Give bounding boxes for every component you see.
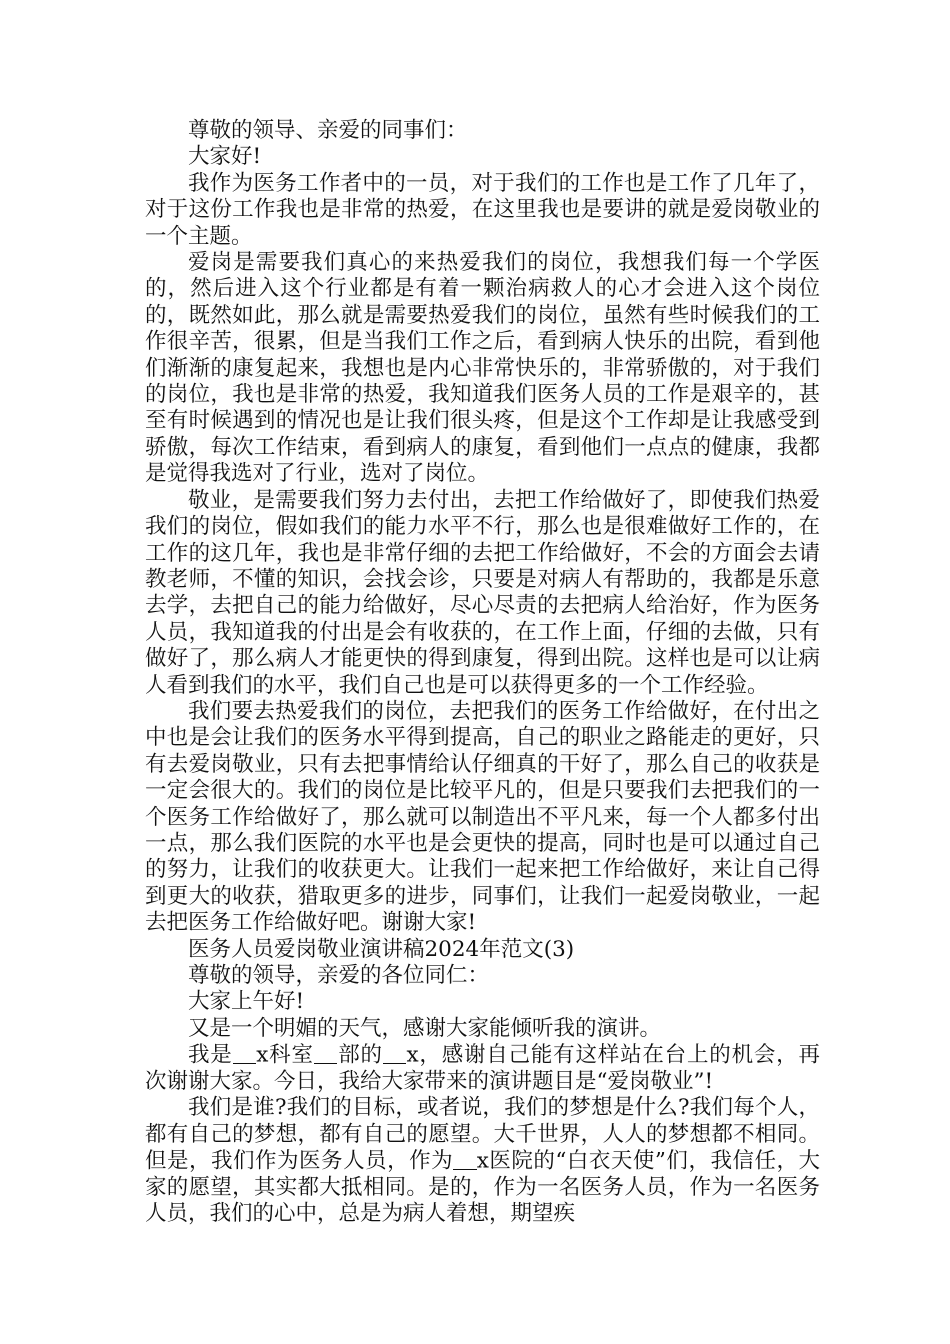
- fill-blank: [233, 1042, 257, 1063]
- text-segment: 我是: [188, 1042, 233, 1068]
- paragraph-dedication: 敬业，是需要我们努力去付出，去把工作给做好了，即使我们热爱我们的岗位，假如我们的能力水平不行，那么也是很难做好工作的，在工作的这几年，我也是非常仔细的去把工作给做好，不会的方面会去请教老师，不懂的知识，会找会诊，只要是对病人有帮助的，我都是乐意去学，去把自己的能力给做好，尽心尽责的去把病人给治好，作为医务人员，我知道我的付出是会有收获的，在工作上面，仔细的去做，只有做好了，那么病人才能更快的得到康复，得到出院。这样也是可以让病人看到我们的水平，我们自己也是可以获得更多的一个工作经验。: [145, 487, 820, 698]
- paragraph-love-post: 爱岗是需要我们真心的来热爱我们的岗位，我想我们每一个学医的，然后进入这个行业都是有着一颗治病救人的心才会进入这个岗位的，既然如此，那么就是需要热爱我们的岗位，虽然有些时候我们的工作很辛苦，很累，但是当我们工作之后，看到病人快乐的出院，看到他们渐渐的康复起来，我想也是内心非常快乐的，非常骄傲的，对于我们的岗位，我也是非常的热爱，我知道我们医务人员的工作是艰辛的，甚至有时候遇到的情况也是让我们很头疼，但是这个工作却是让我感受到骄傲，每次工作结束，看到病人的康复，看到他们一点点的健康，我都是觉得我选对了行业，选对了岗位。: [145, 250, 820, 487]
- greeting-line: 尊敬的领导、亲爱的同事们：: [188, 118, 468, 143]
- text-segment: 我们是谁?我们的目标，或者说，我们的梦想是什么?我们每个人，都有自己的梦想，都有自己的愿望。大千世界，人人的梦想都不相同。但是，我们作为医务人员，作为: [145, 1095, 820, 1174]
- fill-blank: [383, 1042, 407, 1063]
- paragraph-weather: 又是一个明媚的天气，感谢大家能倾听我的演讲。: [188, 1015, 662, 1041]
- fill-blank: [314, 1042, 338, 1063]
- document-body: [145, 118, 820, 1228]
- fill-blank: [453, 1148, 477, 1169]
- hello-line-2: 大家上午好!: [188, 989, 305, 1015]
- paragraph-closing: 我们要去热爱我们的岗位，去把我们的医务工作给做好，在付出之中也是会让我们的医务水平得到提高，自己的职业之路能走的更好，只有去爱岗敬业，只有去把事情给认仔细真的干好了，那么自己的收获是一定会很大的。我们的岗位是比较平凡的，但是只要我们去把我们的一个医务工作给做好了，那么就可以制造出不平凡来，每一个人都多付出一点，那么我们医院的水平也是会更快的提高，同时也是可以通过自己的努力，让我们的收获更大。让我们一起来把工作给做好，来让自己得到更大的收获，猎取更多的进步，同事们，让我们一起爱岗敬业，一起去把医务工作给做好吧。谢谢大家!: [145, 698, 820, 936]
- text-segment: x，感谢自己能有这样站在台上的机会，再次谢谢大家。今日，我给大家带来的演讲题目是“爱岗敬业”!: [145, 1042, 820, 1094]
- greeting-line-2: 尊敬的领导，亲爱的各位同仁：: [188, 963, 490, 988]
- text-segment: 部的: [337, 1042, 383, 1068]
- hello-line: 大家好!: [188, 144, 262, 170]
- section-title: 医务人员爱岗敬业演讲稿2024年范文(3): [188, 936, 575, 962]
- text-segment: x医院的“白衣天使”们，我信任，大家的愿望，其实都大抵相同。是的，作为一名医务人员，作为一名医务人员，我们的心中，总是为病人着想，期望疾: [145, 1148, 820, 1227]
- paragraph-intro: 我作为医务工作者中的一员，对于我们的工作也是工作了几年了，对于这份工作我也是非常的热爱，在这里我也是要讲的就是爱岗敬业的一个主题。: [145, 170, 820, 249]
- text-segment: x科室: [256, 1042, 314, 1068]
- paragraph-dream: [145, 1095, 820, 1227]
- paragraph-self-intro: [145, 1042, 820, 1095]
